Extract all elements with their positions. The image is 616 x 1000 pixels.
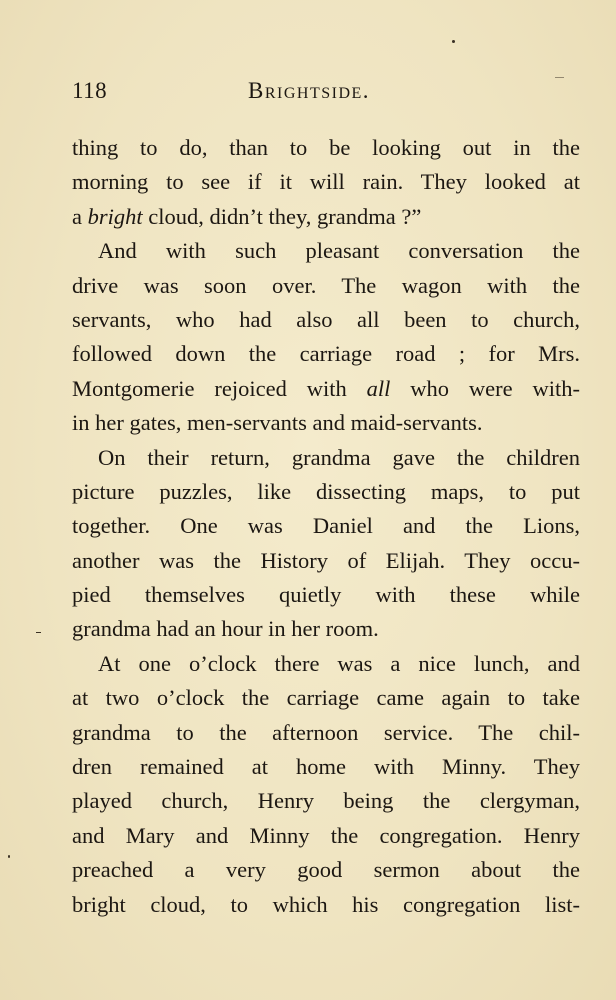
text-line: preached a very good sermon about the [72, 857, 580, 883]
text-line: together. One was Daniel and the Lions, [72, 513, 580, 539]
text-line: pied themselves quietly with these while [72, 582, 580, 608]
text-line: servants, who had also all been to church, [72, 306, 580, 332]
text-line: dren remained at home with Minny. They [72, 754, 580, 780]
text-line: morning to see if it will rain. They looked at [72, 169, 580, 195]
paper-speck [8, 855, 10, 858]
text-line: another was the History of Elijah. They occu- [72, 547, 580, 573]
page-header [72, 78, 582, 112]
text-line: picture puzzles, like dissecting maps, to put [72, 478, 580, 504]
running-head: Brightside. [248, 78, 371, 103]
text-line: grandma to the afternoon service. The chil- [72, 719, 580, 745]
text-line: grandma had an hour in her room. [72, 616, 379, 642]
paragraph-start-line: At one o’clock there was a nice lunch, and [98, 650, 580, 676]
text-line: bright cloud, to which his congregation list- [72, 891, 580, 917]
text-line: Montgomerie rejoiced with all who were with- [72, 375, 580, 401]
text-line: at two o’clock the carriage came again to take [72, 685, 580, 711]
text-line: and Mary and Minny the congregation. Henry [72, 822, 580, 848]
text-line: drive was soon over. The wagon with the [72, 272, 580, 298]
paragraph-start-line: On their return, grandma gave the children [98, 444, 580, 470]
text-line: thing to do, than to be looking out in the [72, 135, 580, 160]
emphasis: bright [87, 203, 143, 229]
body-text [72, 131, 580, 922]
paper-speck [36, 632, 41, 633]
page-number: 118 [72, 78, 108, 103]
paragraph-start-line: And with such pleasant conversation the [98, 238, 580, 264]
emphasis: all [366, 375, 391, 401]
text-line: a bright cloud, didn’t they, grandma ?” [72, 203, 422, 229]
text-line: played church, Henry being the clergyman, [72, 788, 580, 814]
paper-speck [452, 40, 455, 43]
text-line: in her gates, men-servants and maid-servants. [72, 410, 483, 436]
text-line: followed down the carriage road ; for Mrs. [72, 341, 580, 367]
